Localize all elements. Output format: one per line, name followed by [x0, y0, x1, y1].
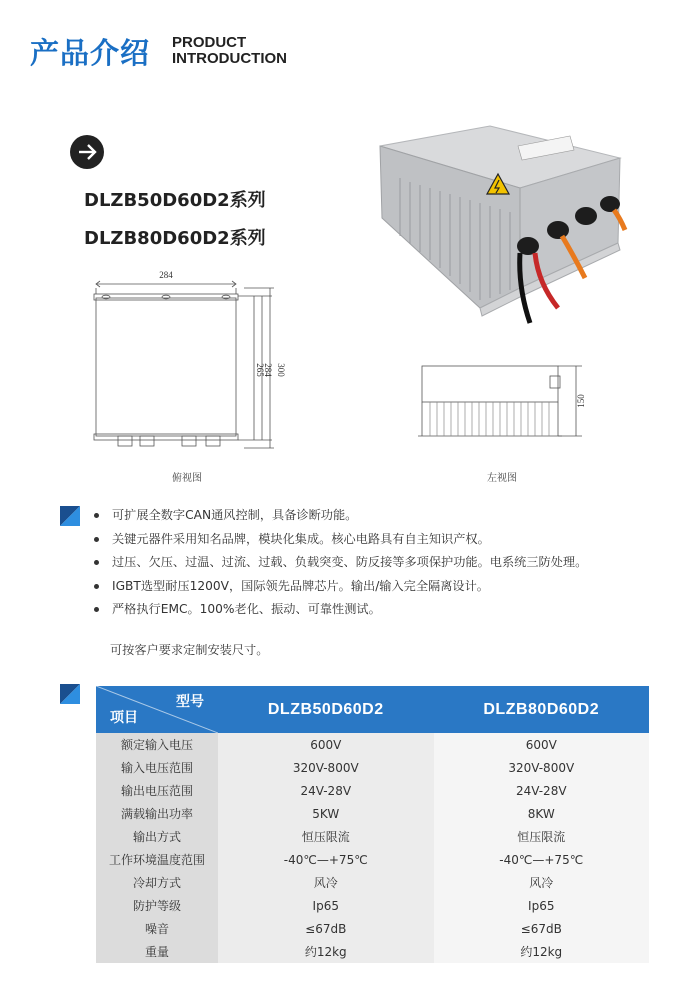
- spec-table-body: [96, 733, 649, 963]
- corner-model-label: 型号: [176, 694, 204, 710]
- model-header: DLZB50D60D2: [218, 686, 434, 733]
- page-title-en: [172, 35, 287, 67]
- spec-value-cell: 320V-800V: [434, 756, 650, 779]
- feature-item: 严格执行EMC。100%老化、振动、可靠性测试。: [92, 598, 587, 622]
- top-view-drawing: [84, 266, 314, 456]
- corner-item-label: 项目: [110, 710, 138, 726]
- spec-value-cell: 风冷: [218, 871, 434, 894]
- spec-value-cell: 600V: [434, 733, 650, 756]
- spec-corner-cell: [96, 686, 218, 733]
- spec-value-cell: -40℃—+75℃: [434, 848, 650, 871]
- feature-item: 可扩展全数字CAN通风控制，具备诊断功能。: [92, 504, 587, 528]
- page-title-cn: 产品介绍: [30, 36, 151, 70]
- spec-label-cell: 工作环境温度范围: [96, 848, 218, 871]
- table-row: [96, 779, 649, 802]
- spec-value-cell: 恒压限流: [434, 825, 650, 848]
- dim-height-mid-label: 284: [263, 363, 273, 377]
- table-row: [96, 802, 649, 825]
- feature-item: IGBT选型耐压1200V，国际领先品牌芯片。输出/输入完全隔离设计。: [92, 575, 587, 599]
- table-row: [96, 940, 649, 963]
- spec-value-cell: 24V-28V: [434, 779, 650, 802]
- series-title-1: DLZB50D60D2系列: [84, 190, 266, 211]
- spec-value-cell: 恒压限流: [218, 825, 434, 848]
- spec-value-cell: 约12kg: [434, 940, 650, 963]
- spec-value-cell: 约12kg: [218, 940, 434, 963]
- spec-label-cell: 额定输入电压: [96, 733, 218, 756]
- table-row: [96, 848, 649, 871]
- spec-label-cell: 噪音: [96, 917, 218, 940]
- spec-label-cell: 输出电压范围: [96, 779, 218, 802]
- dim-height-inner-label: 265: [255, 363, 265, 377]
- spec-value-cell: 5KW: [218, 802, 434, 825]
- table-row: [96, 825, 649, 848]
- spec-label-cell: 输入电压范围: [96, 756, 218, 779]
- side-view-drawing: [412, 358, 602, 448]
- spec-value-cell: 24V-28V: [218, 779, 434, 802]
- section-marker-icon: [60, 684, 80, 704]
- title-en-line2: INTRODUCTION: [172, 50, 287, 67]
- spec-label-cell: 满载输出功率: [96, 802, 218, 825]
- dim-width-label: 284: [159, 270, 173, 280]
- feature-list: [92, 504, 587, 622]
- product-photo: [370, 118, 630, 338]
- table-row: [96, 917, 649, 940]
- spec-value-cell: Ip65: [218, 894, 434, 917]
- spec-header-row: [96, 686, 649, 733]
- spec-value-cell: ≤67dB: [434, 917, 650, 940]
- spec-label-cell: 输出方式: [96, 825, 218, 848]
- custom-note: 可按客户要求定制安装尺寸。: [110, 643, 269, 657]
- dim-side-height-label: 150: [576, 394, 586, 408]
- spec-table: [96, 686, 649, 963]
- arrow-right-icon: [70, 135, 104, 169]
- table-row: [96, 756, 649, 779]
- model-header: DLZB80D60D2: [434, 686, 650, 733]
- spec-value-cell: 600V: [218, 733, 434, 756]
- feature-item: 过压、欠压、过温、过流、过载、负载突变、防反接等多项保护功能。电系统三防处理。: [92, 551, 587, 575]
- spec-value-cell: 风冷: [434, 871, 650, 894]
- top-view-caption: 俯视图: [172, 473, 202, 484]
- table-row: [96, 871, 649, 894]
- title-en-line1: PRODUCT: [172, 34, 247, 51]
- spec-value-cell: -40℃—+75℃: [218, 848, 434, 871]
- table-row: [96, 733, 649, 756]
- spec-value-cell: ≤67dB: [218, 917, 434, 940]
- spec-label-cell: 防护等级: [96, 894, 218, 917]
- table-row: [96, 894, 649, 917]
- spec-value-cell: 320V-800V: [218, 756, 434, 779]
- spec-label-cell: 重量: [96, 940, 218, 963]
- series-title-2: DLZB80D60D2系列: [84, 228, 266, 249]
- section-marker-icon: [60, 506, 80, 526]
- spec-value-cell: 8KW: [434, 802, 650, 825]
- spec-value-cell: Ip65: [434, 894, 650, 917]
- dim-height-outer-label: 300: [276, 363, 286, 377]
- spec-label-cell: 冷却方式: [96, 871, 218, 894]
- side-view-caption: 左视图: [487, 473, 517, 484]
- feature-item: 关键元器件采用知名品牌，模块化集成。核心电路具有自主知识产权。: [92, 528, 587, 552]
